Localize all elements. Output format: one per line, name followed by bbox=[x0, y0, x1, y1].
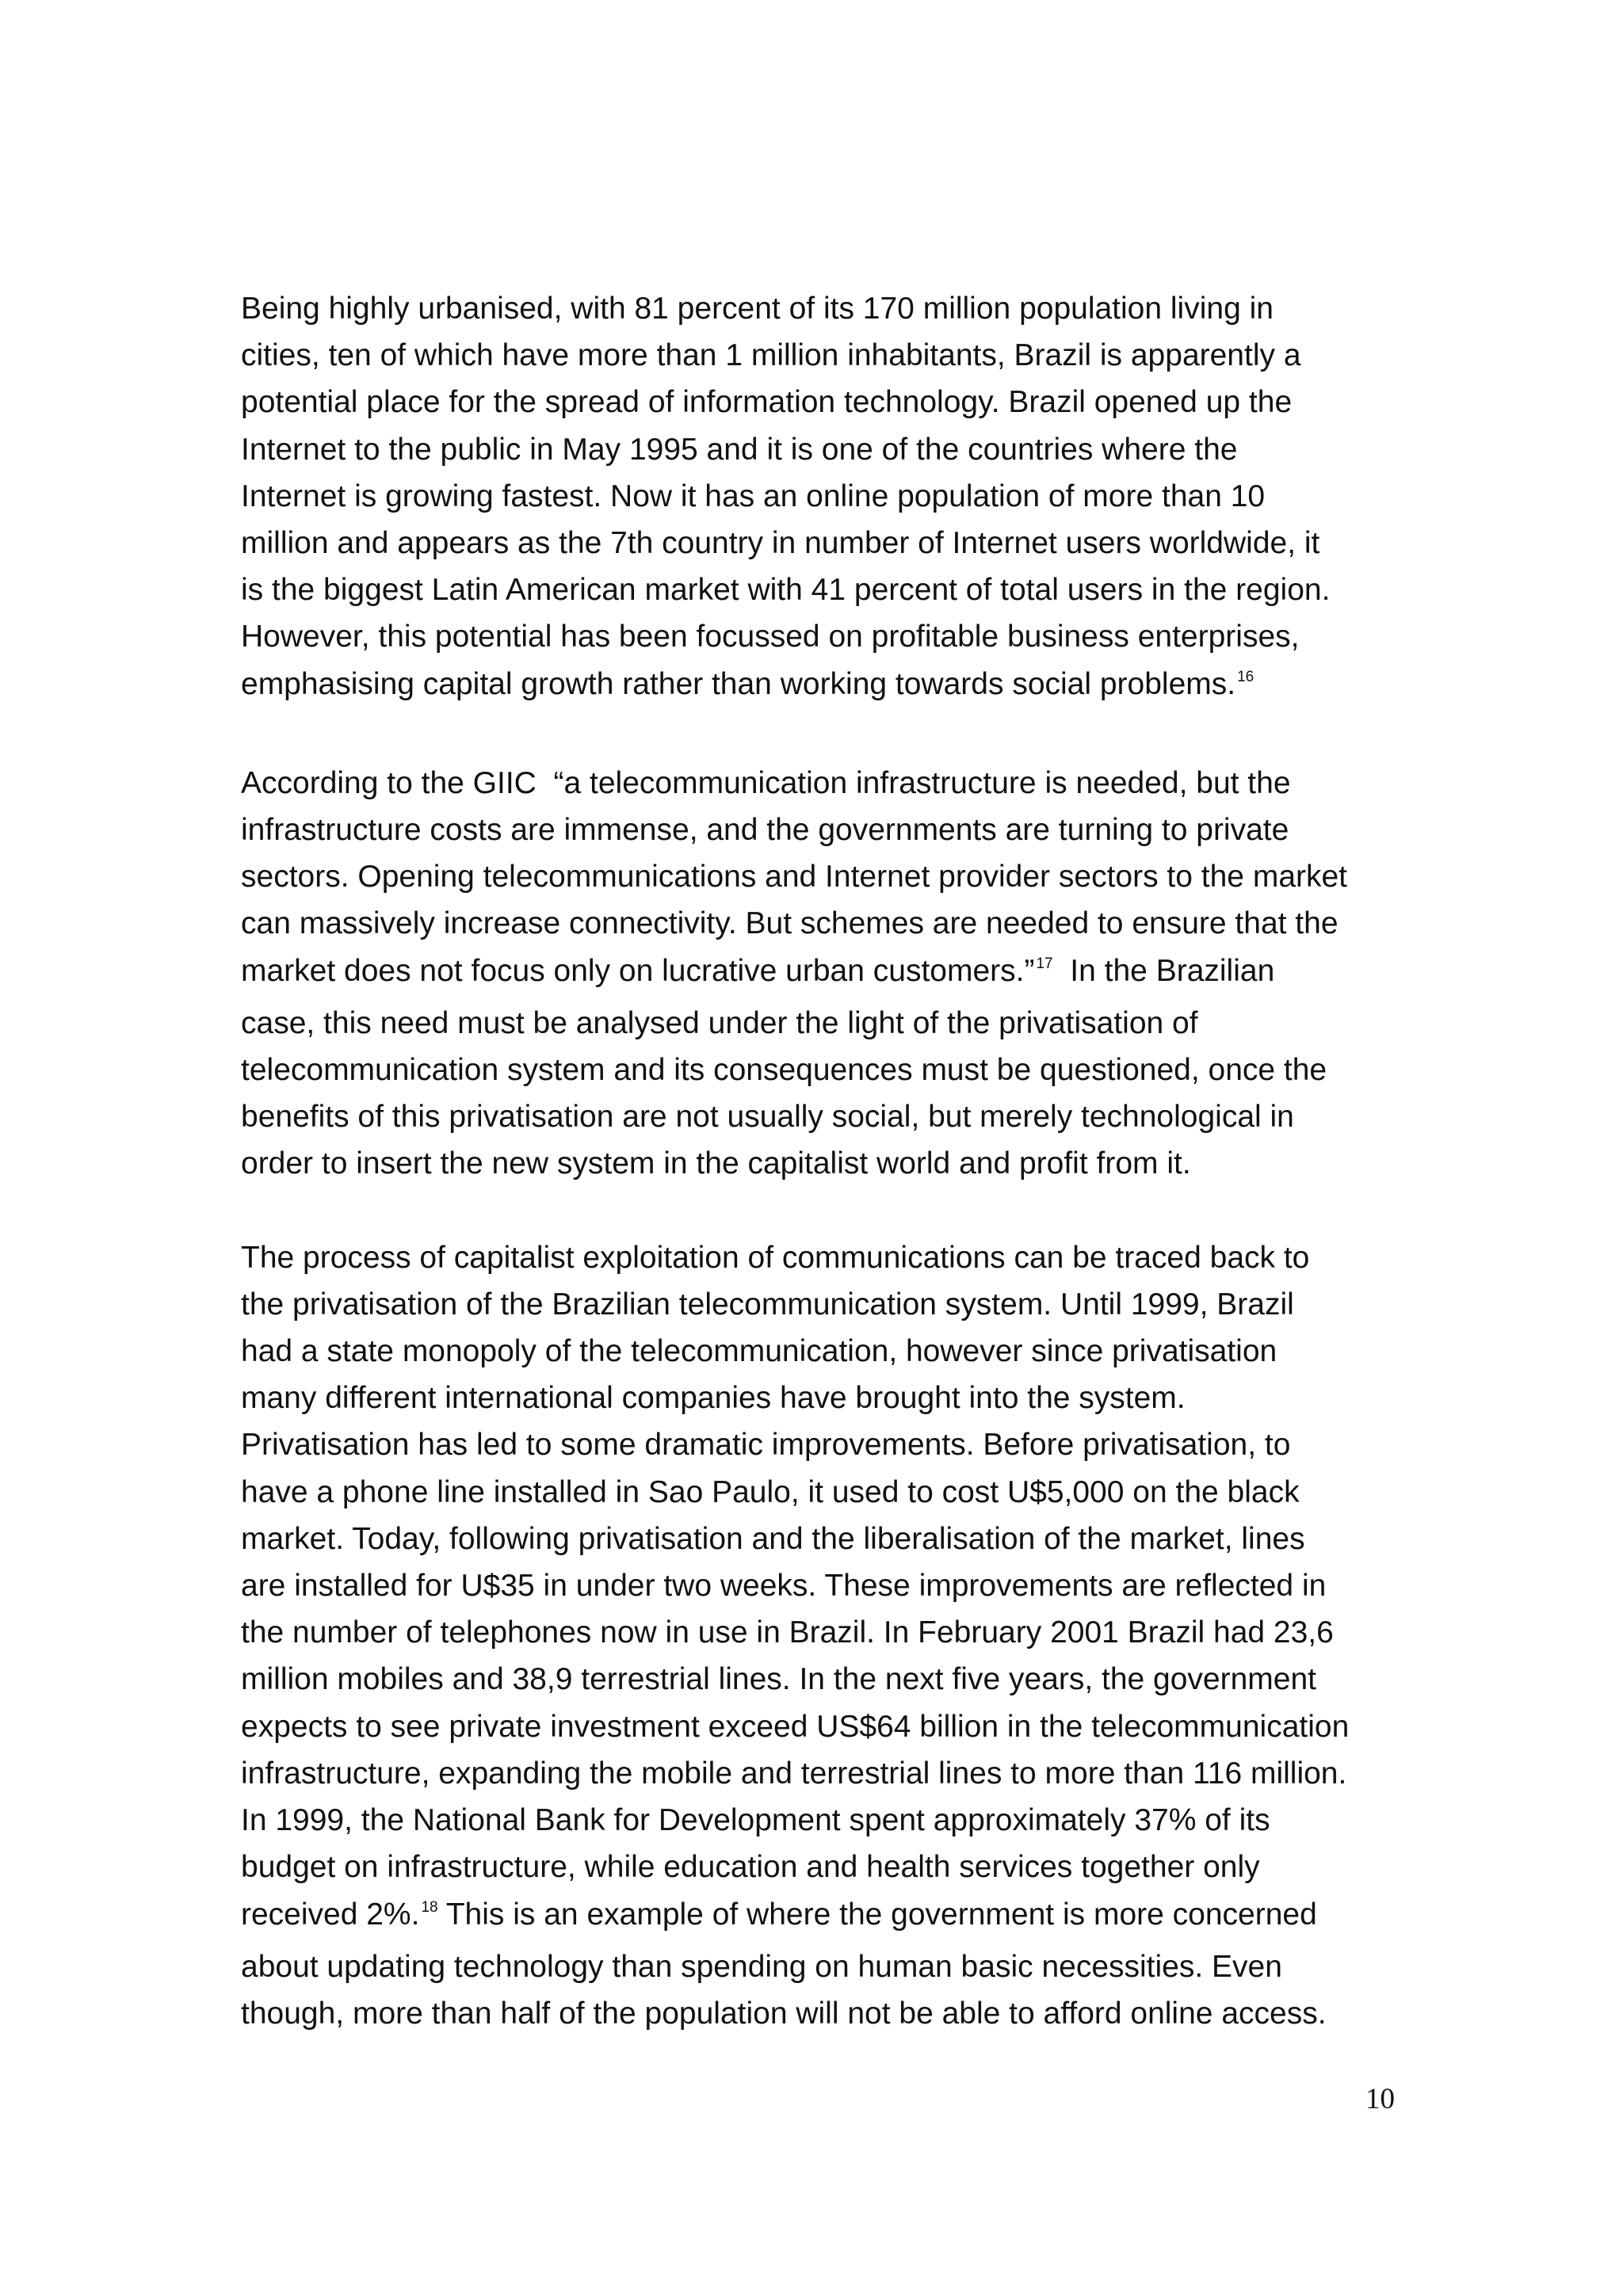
page-number: 10 bbox=[1365, 2083, 1395, 2115]
paragraph-line: potential place for the spread of information technology. Brazil opened up the bbox=[241, 385, 1293, 420]
paragraph-line: million and appears as the 7th country in number of Internet users worldwide, it bbox=[241, 526, 1320, 561]
paragraph-1 bbox=[241, 285, 1406, 713]
paragraph-line: telecommunication system and its consequences must be questioned, once the bbox=[241, 1053, 1327, 1088]
paragraph-line: market. Today, following privatisation and the liberalisation of the market, lines bbox=[241, 1521, 1305, 1556]
paragraph-line: is the biggest Latin American market with 41 percent of total users in the region. bbox=[241, 573, 1331, 608]
paragraph-line-with-footnote bbox=[241, 661, 1406, 713]
paragraph-line: In 1999, the National Bank for Development spent approximately 37% of its bbox=[241, 1803, 1270, 1838]
paragraph-line: infrastructure, expanding the mobile and terrestrial lines to more than 116 million. bbox=[241, 1756, 1347, 1791]
paragraph-line: Privatisation has led to some dramatic improvements. Before privatisation, to bbox=[241, 1428, 1291, 1463]
paragraph-line: budget on infrastructure, while education and health services together only bbox=[241, 1850, 1260, 1885]
paragraph-line: have a phone line installed in Sao Paulo, it used to cost U$5,000 on the black bbox=[241, 1474, 1300, 1509]
paragraph-line: are installed for U$35 in under two weeks. These improvements are reflected in bbox=[241, 1569, 1327, 1604]
paragraph-line: According to the GIIC “a telecommunication infrastructure is needed, but the bbox=[241, 765, 1291, 800]
paragraph-line: expects to see private investment exceed US$64 billion in the telecommunication bbox=[241, 1709, 1350, 1744]
footnote-marker-18[interactable]: 18 bbox=[421, 1898, 438, 1916]
paragraph-line: the number of telephones now in use in Brazil. In February 2001 Brazil had 23,6 bbox=[241, 1615, 1334, 1650]
paragraph-line: Internet to the public in May 1995 and it is one of the countries where the bbox=[241, 432, 1238, 467]
paragraph-line: However, this potential has been focussed on profitable business enterprises, bbox=[241, 620, 1300, 654]
body-text bbox=[241, 285, 1406, 2037]
paragraph-line: though, more than half of the population will not be able to afford online access. bbox=[241, 1996, 1327, 2031]
paragraph-text: emphasising capital growth rather than working towards social problems. bbox=[241, 666, 1236, 701]
paragraph-line: case, this need must be analysed under the light of the privatisation of bbox=[241, 1005, 1198, 1040]
paragraph-line: Being highly urbanised, with 81 percent of its 170 million population living in bbox=[241, 292, 1274, 326]
paragraph-text: received 2%. bbox=[241, 1897, 420, 1932]
paragraph-line: sectors. Opening telecommunications and Internet provider sectors to the market bbox=[241, 860, 1348, 894]
paragraph-line: cities, ten of which have more than 1 million inhabitants, Brazil is apparently a bbox=[241, 338, 1301, 373]
paragraph-line-with-footnote bbox=[241, 1891, 1406, 1943]
paragraph-line: benefits of this privatisation are not usually social, but merely technological in bbox=[241, 1100, 1294, 1135]
footnote-marker-17[interactable]: 17 bbox=[1036, 955, 1053, 972]
paragraph-line: Internet is growing fastest. Now it has an online population of more than 10 bbox=[241, 479, 1266, 513]
paragraph-line: infrastructure costs are immense, and the governments are turning to private bbox=[241, 813, 1289, 848]
footnote-marker-16[interactable]: 16 bbox=[1237, 668, 1254, 685]
paragraph-line: order to insert the new system in the capitalist world and profit from it. bbox=[241, 1146, 1191, 1181]
paragraph-line: had a state monopoly of the telecommunication, however since privatisation bbox=[241, 1334, 1277, 1369]
paragraph-3 bbox=[241, 1234, 1406, 2037]
paragraph-2 bbox=[241, 760, 1406, 1188]
paragraph-text: market does not focus only on lucrative urban customers.” bbox=[241, 953, 1035, 988]
paragraph-line-with-footnote bbox=[241, 948, 1406, 1000]
paragraph-line: many different international companies have brought into the system. bbox=[241, 1381, 1186, 1416]
paragraph-line: the privatisation of the Brazilian telecommunication system. Until 1999, Brazil bbox=[241, 1287, 1294, 1322]
paragraph-line: million mobiles and 38,9 terrestrial lines. In the next five years, the government bbox=[241, 1662, 1317, 1697]
paragraph-text: This is an example of where the government is more concerned bbox=[437, 1897, 1317, 1932]
paragraph-text: In the Brazilian bbox=[1052, 953, 1275, 988]
paragraph-line: about updating technology than spending on human basic necessities. Even bbox=[241, 1949, 1282, 1984]
paragraph-line: The process of capitalist exploitation of communications can be traced back to bbox=[241, 1240, 1310, 1275]
paragraph-line: can massively increase connectivity. But schemes are needed to ensure that the bbox=[241, 906, 1338, 941]
